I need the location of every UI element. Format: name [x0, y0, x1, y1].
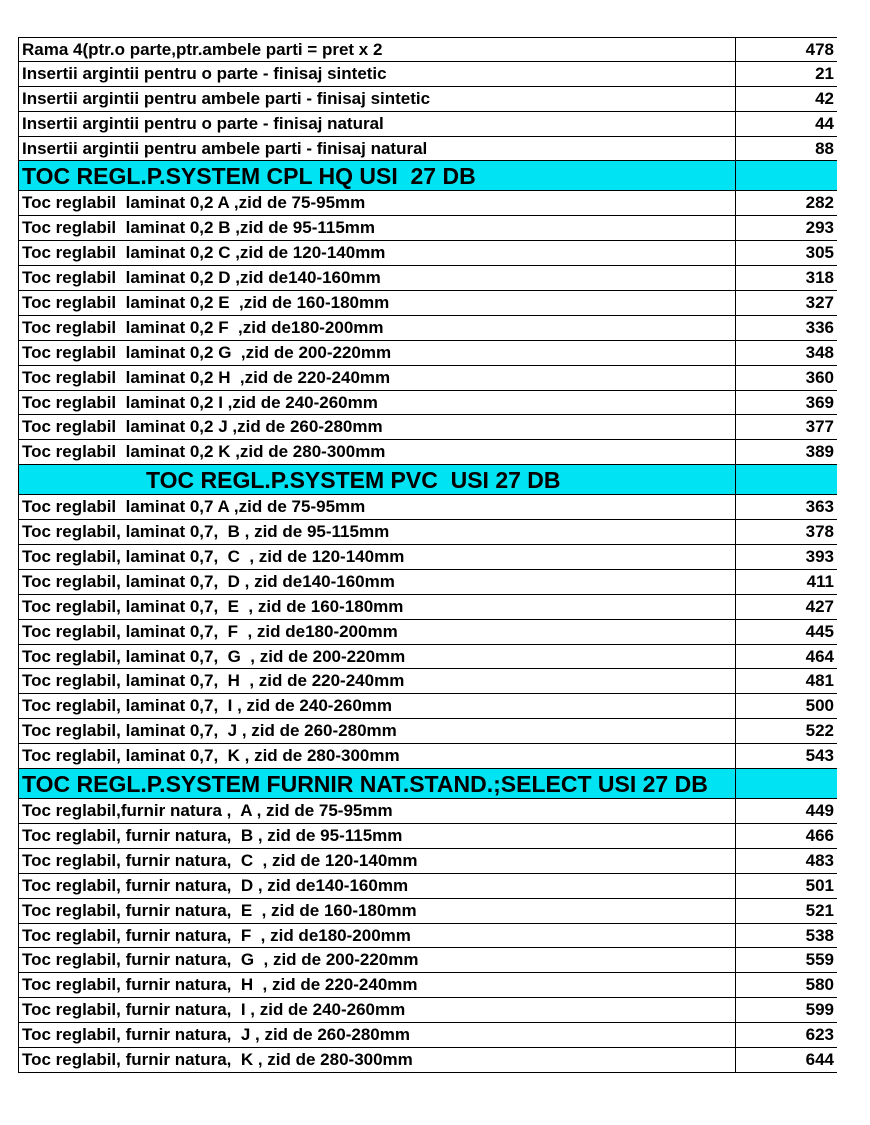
- table-row: [18, 291, 837, 316]
- table-row: [18, 948, 837, 973]
- item-price: 360: [805, 367, 834, 387]
- item-price: 369: [805, 392, 834, 412]
- item-label: Toc reglabil laminat 0,2 F ,zid de180-200mm: [19, 316, 736, 340]
- table-row: [18, 316, 837, 341]
- table-row: [18, 799, 837, 824]
- item-price: 363: [805, 497, 834, 517]
- table-row: [18, 137, 837, 162]
- item-label: Toc reglabil, laminat 0,7, F , zid de180-200mm: [19, 620, 736, 644]
- item-label: Toc reglabil, laminat 0,7, H , zid de 220-240mm: [19, 669, 736, 693]
- table-row: [18, 241, 837, 266]
- item-label: Toc reglabil, laminat 0,7, G , zid de 200-220mm: [19, 645, 736, 669]
- item-label: Toc reglabil, furnir natura, I , zid de 240-260mm: [19, 998, 736, 1022]
- item-label: Toc reglabil, laminat 0,7, K , zid de 280-300mm: [19, 744, 736, 768]
- item-label: Toc reglabil, furnir natura, D , zid de140-160mm: [19, 874, 736, 898]
- item-label: Toc reglabil laminat 0,2 C ,zid de 120-140mm: [19, 241, 736, 265]
- item-label: Insertii argintii pentru ambele parti - finisaj natural: [19, 137, 736, 161]
- item-label: Toc reglabil, laminat 0,7, I , zid de 240-260mm: [19, 694, 736, 718]
- table-row: [18, 694, 837, 719]
- table-row: [18, 645, 837, 670]
- item-label: Toc reglabil laminat 0,2 G ,zid de 200-220mm: [19, 341, 736, 365]
- item-label: Toc reglabil, laminat 0,7, C , zid de 120-140mm: [19, 545, 736, 569]
- item-label: Toc reglabil laminat 0,2 B ,zid de 95-115mm: [19, 216, 736, 240]
- item-price: 449: [805, 801, 834, 821]
- table-row: [18, 1023, 837, 1048]
- item-price: 623: [805, 1025, 834, 1045]
- item-label: Toc reglabil, furnir natura, K , zid de 280-300mm: [19, 1048, 736, 1072]
- item-label: Toc reglabil, furnir natura, G , zid de 200-220mm: [19, 948, 736, 972]
- item-label: Toc reglabil, laminat 0,7, B , zid de 95-115mm: [19, 520, 736, 544]
- item-price: 44: [815, 113, 834, 133]
- table-row: [18, 874, 837, 899]
- section-header-row: [18, 465, 837, 495]
- item-price: 305: [805, 243, 834, 263]
- table-row: [18, 341, 837, 366]
- item-price: 348: [805, 342, 834, 362]
- price-table: [18, 37, 837, 1073]
- item-label: Toc reglabil laminat 0,2 D ,zid de140-160mm: [19, 266, 736, 290]
- section-title: TOC REGL.P.SYSTEM FURNIR NAT.STAND.;SELECT USI 27 DB: [19, 769, 736, 798]
- item-price: 522: [805, 721, 834, 741]
- item-label: Toc reglabil, furnir natura, J , zid de 260-280mm: [19, 1023, 736, 1047]
- item-price: 389: [805, 442, 834, 462]
- item-price: 378: [805, 522, 834, 542]
- item-price: 21: [815, 63, 834, 83]
- table-row: [18, 191, 837, 216]
- item-label: Toc reglabil laminat 0,2 K ,zid de 280-300mm: [19, 440, 736, 464]
- table-row: [18, 545, 837, 570]
- item-price: 293: [805, 218, 834, 238]
- item-price: 336: [805, 317, 834, 337]
- item-label: Insertii argintii pentru o parte - finisaj sintetic: [19, 62, 736, 86]
- item-price: [736, 465, 837, 494]
- item-price: 464: [805, 646, 834, 666]
- item-price: 318: [805, 268, 834, 288]
- table-row: [18, 440, 837, 465]
- item-label: Toc reglabil, furnir natura, F , zid de180-200mm: [19, 924, 736, 948]
- item-price: 377: [805, 417, 834, 437]
- item-price: [736, 769, 837, 798]
- item-price: 500: [805, 696, 834, 716]
- item-label: Toc reglabil, furnir natura, B , zid de 95-115mm: [19, 824, 736, 848]
- table-row: [18, 824, 837, 849]
- item-price: 580: [805, 975, 834, 995]
- table-row: [18, 495, 837, 520]
- table-row: [18, 744, 837, 769]
- table-row: [18, 415, 837, 440]
- item-label: Toc reglabil,furnir natura , A , zid de 75-95mm: [19, 799, 736, 823]
- table-row: [18, 849, 837, 874]
- item-label: Toc reglabil laminat 0,7 A ,zid de 75-95mm: [19, 495, 736, 519]
- table-row: [18, 973, 837, 998]
- item-price: 393: [805, 547, 834, 567]
- item-price: 411: [806, 571, 834, 591]
- table-row: [18, 899, 837, 924]
- section-title: TOC REGL.P.SYSTEM CPL HQ USI 27 DB: [19, 161, 736, 190]
- table-row: [18, 520, 837, 545]
- item-price: [736, 161, 837, 190]
- section-header-row: [18, 161, 837, 191]
- table-row: [18, 391, 837, 416]
- item-label: Rama 4(ptr.o parte,ptr.ambele parti = pret x 2: [19, 38, 736, 61]
- item-label: Toc reglabil, furnir natura, H , zid de 220-240mm: [19, 973, 736, 997]
- table-row: [18, 266, 837, 291]
- section-header-row: [18, 769, 837, 799]
- table-row: [18, 620, 837, 645]
- table-row: [18, 570, 837, 595]
- item-label: Toc reglabil, furnir natura, C , zid de 120-140mm: [19, 849, 736, 873]
- item-label: Toc reglabil, laminat 0,7, D , zid de140-160mm: [19, 570, 736, 594]
- item-price: 42: [815, 88, 834, 108]
- table-row: [18, 37, 837, 62]
- item-label: Toc reglabil laminat 0,2 E ,zid de 160-180mm: [19, 291, 736, 315]
- table-row: [18, 595, 837, 620]
- item-label: Toc reglabil laminat 0,2 J ,zid de 260-280mm: [19, 415, 736, 439]
- item-price: 466: [805, 825, 834, 845]
- table-row: [18, 998, 837, 1023]
- item-price: 88: [815, 138, 834, 158]
- item-price: 559: [805, 950, 834, 970]
- item-price: 501: [805, 875, 834, 895]
- item-price: 538: [805, 925, 834, 945]
- item-label: Toc reglabil laminat 0,2 A ,zid de 75-95mm: [19, 191, 736, 215]
- item-price: 644: [805, 1049, 834, 1069]
- item-price: 543: [805, 746, 834, 766]
- item-price: 481: [805, 671, 834, 691]
- table-row: [18, 1048, 837, 1073]
- item-label: Toc reglabil, furnir natura, E , zid de 160-180mm: [19, 899, 736, 923]
- table-row: [18, 62, 837, 87]
- item-price: 521: [805, 900, 834, 920]
- item-label: Insertii argintii pentru ambele parti - finisaj sintetic: [19, 87, 736, 111]
- table-row: [18, 87, 837, 112]
- item-price: 478: [805, 40, 834, 59]
- table-row: [18, 216, 837, 241]
- table-row: [18, 366, 837, 391]
- item-label: Toc reglabil laminat 0,2 I ,zid de 240-260mm: [19, 391, 736, 415]
- table-row: [18, 924, 837, 949]
- table-row: [18, 112, 837, 137]
- item-label: Toc reglabil laminat 0,2 H ,zid de 220-240mm: [19, 366, 736, 390]
- item-label: Toc reglabil, laminat 0,7, J , zid de 260-280mm: [19, 719, 736, 743]
- item-label: Insertii argintii pentru o parte - finisaj natural: [19, 112, 736, 136]
- item-price: 327: [805, 293, 834, 313]
- item-label: Toc reglabil, laminat 0,7, E , zid de 160-180mm: [19, 595, 736, 619]
- table-row: [18, 719, 837, 744]
- table-row: [18, 669, 837, 694]
- item-price: 483: [805, 850, 834, 870]
- item-price: 427: [805, 596, 834, 616]
- item-price: 599: [805, 1000, 834, 1020]
- section-title: TOC REGL.P.SYSTEM PVC USI 27 DB: [19, 465, 736, 494]
- item-price: 445: [805, 621, 834, 641]
- item-price: 282: [805, 193, 834, 213]
